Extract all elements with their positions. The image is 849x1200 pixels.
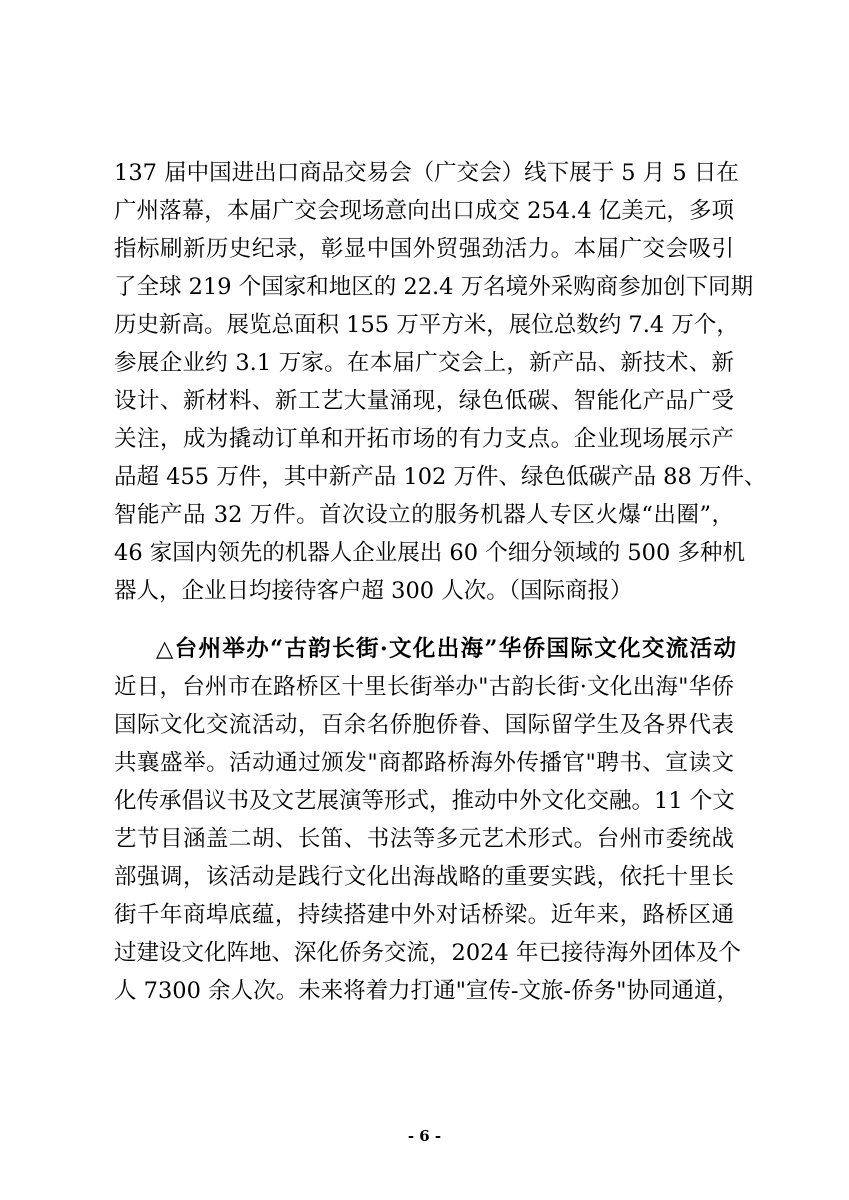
paragraph-line: 近日，台州市在路桥区十里长街举办"古韵长街·文化出海"华侨 <box>114 674 734 700</box>
paragraph-line: 人 7300 余人次。未来将着力打通"宣传-文旅-侨务"协同通道， <box>114 978 739 1004</box>
paragraph-line: 器人，企业日均接待客户超 300 人次。（国际商报） <box>114 578 633 604</box>
paragraph-line: 艺节目涵盖二胡、长笛、书法等多元艺术形式。台州市委统战 <box>114 826 734 852</box>
paragraph-line: 46 家国内领先的机器人企业展出 60 个细分领域的 500 多种机 <box>114 540 745 566</box>
paragraph-line: 历史新高。展览总面积 155 万平方米，展位总数约 7.4 万个， <box>114 312 739 338</box>
paragraph-line: 智能产品 32 万件。首次设立的服务机器人专区火爆“出圈”， <box>114 502 734 528</box>
paragraph-line: 品超 455 万件，其中新产品 102 万件、绿色低碳产品 88 万件、 <box>114 464 767 490</box>
paragraph-line: 了全球 219 个国家和地区的 22.4 万名境外采购商参加创下同期 <box>114 274 754 300</box>
paragraph-line: 化传承倡议书及文艺展演等形式，推动中外文化交融。11 个文 <box>114 788 735 814</box>
paragraph-line: 137 届中国进出口商品交易会（广交会）线下展于 5 月 5 日在 <box>114 160 739 186</box>
paragraph-line: 参展企业约 3.1 万家。在本届广交会上，新产品、新技术、新 <box>114 350 734 376</box>
paragraph-line: 共襄盛举。活动通过颁发"商都路桥海外传播官"聘书、宣读文 <box>114 750 734 776</box>
paragraph-line: 设计、新材料、新工艺大量涌现，绿色低碳、智能化产品广受 <box>114 388 734 414</box>
paragraph-line: 广州落幕，本届广交会现场意向出口成交 254.4 亿美元，多项 <box>114 198 734 224</box>
paragraph-line: 部强调，该活动是践行文化出海战略的重要实践，依托十里长 <box>114 864 734 890</box>
paragraph-line: 指标刷新历史纪录，彰显中国外贸强劲活力。本届广交会吸引 <box>114 236 734 262</box>
section-heading: △台州举办“古韵长街·文化出海”华侨国际文化交流活动 <box>156 636 736 662</box>
paragraph-line: 过建设文化阵地、深化侨务交流，2024 年已接待海外团体及个 <box>114 940 741 966</box>
paragraph-line: 关注，成为撬动订单和开拓市场的有力支点。企业现场展示产 <box>114 426 734 452</box>
paragraph-line: 街千年商埠底蕴，持续搭建中外对话桥梁。近年来，路桥区通 <box>114 902 734 928</box>
page-number: - 6 - <box>407 1127 442 1145</box>
paragraph-line: 国际文化交流活动，百余名侨胞侨眷、国际留学生及各界代表 <box>114 712 734 738</box>
